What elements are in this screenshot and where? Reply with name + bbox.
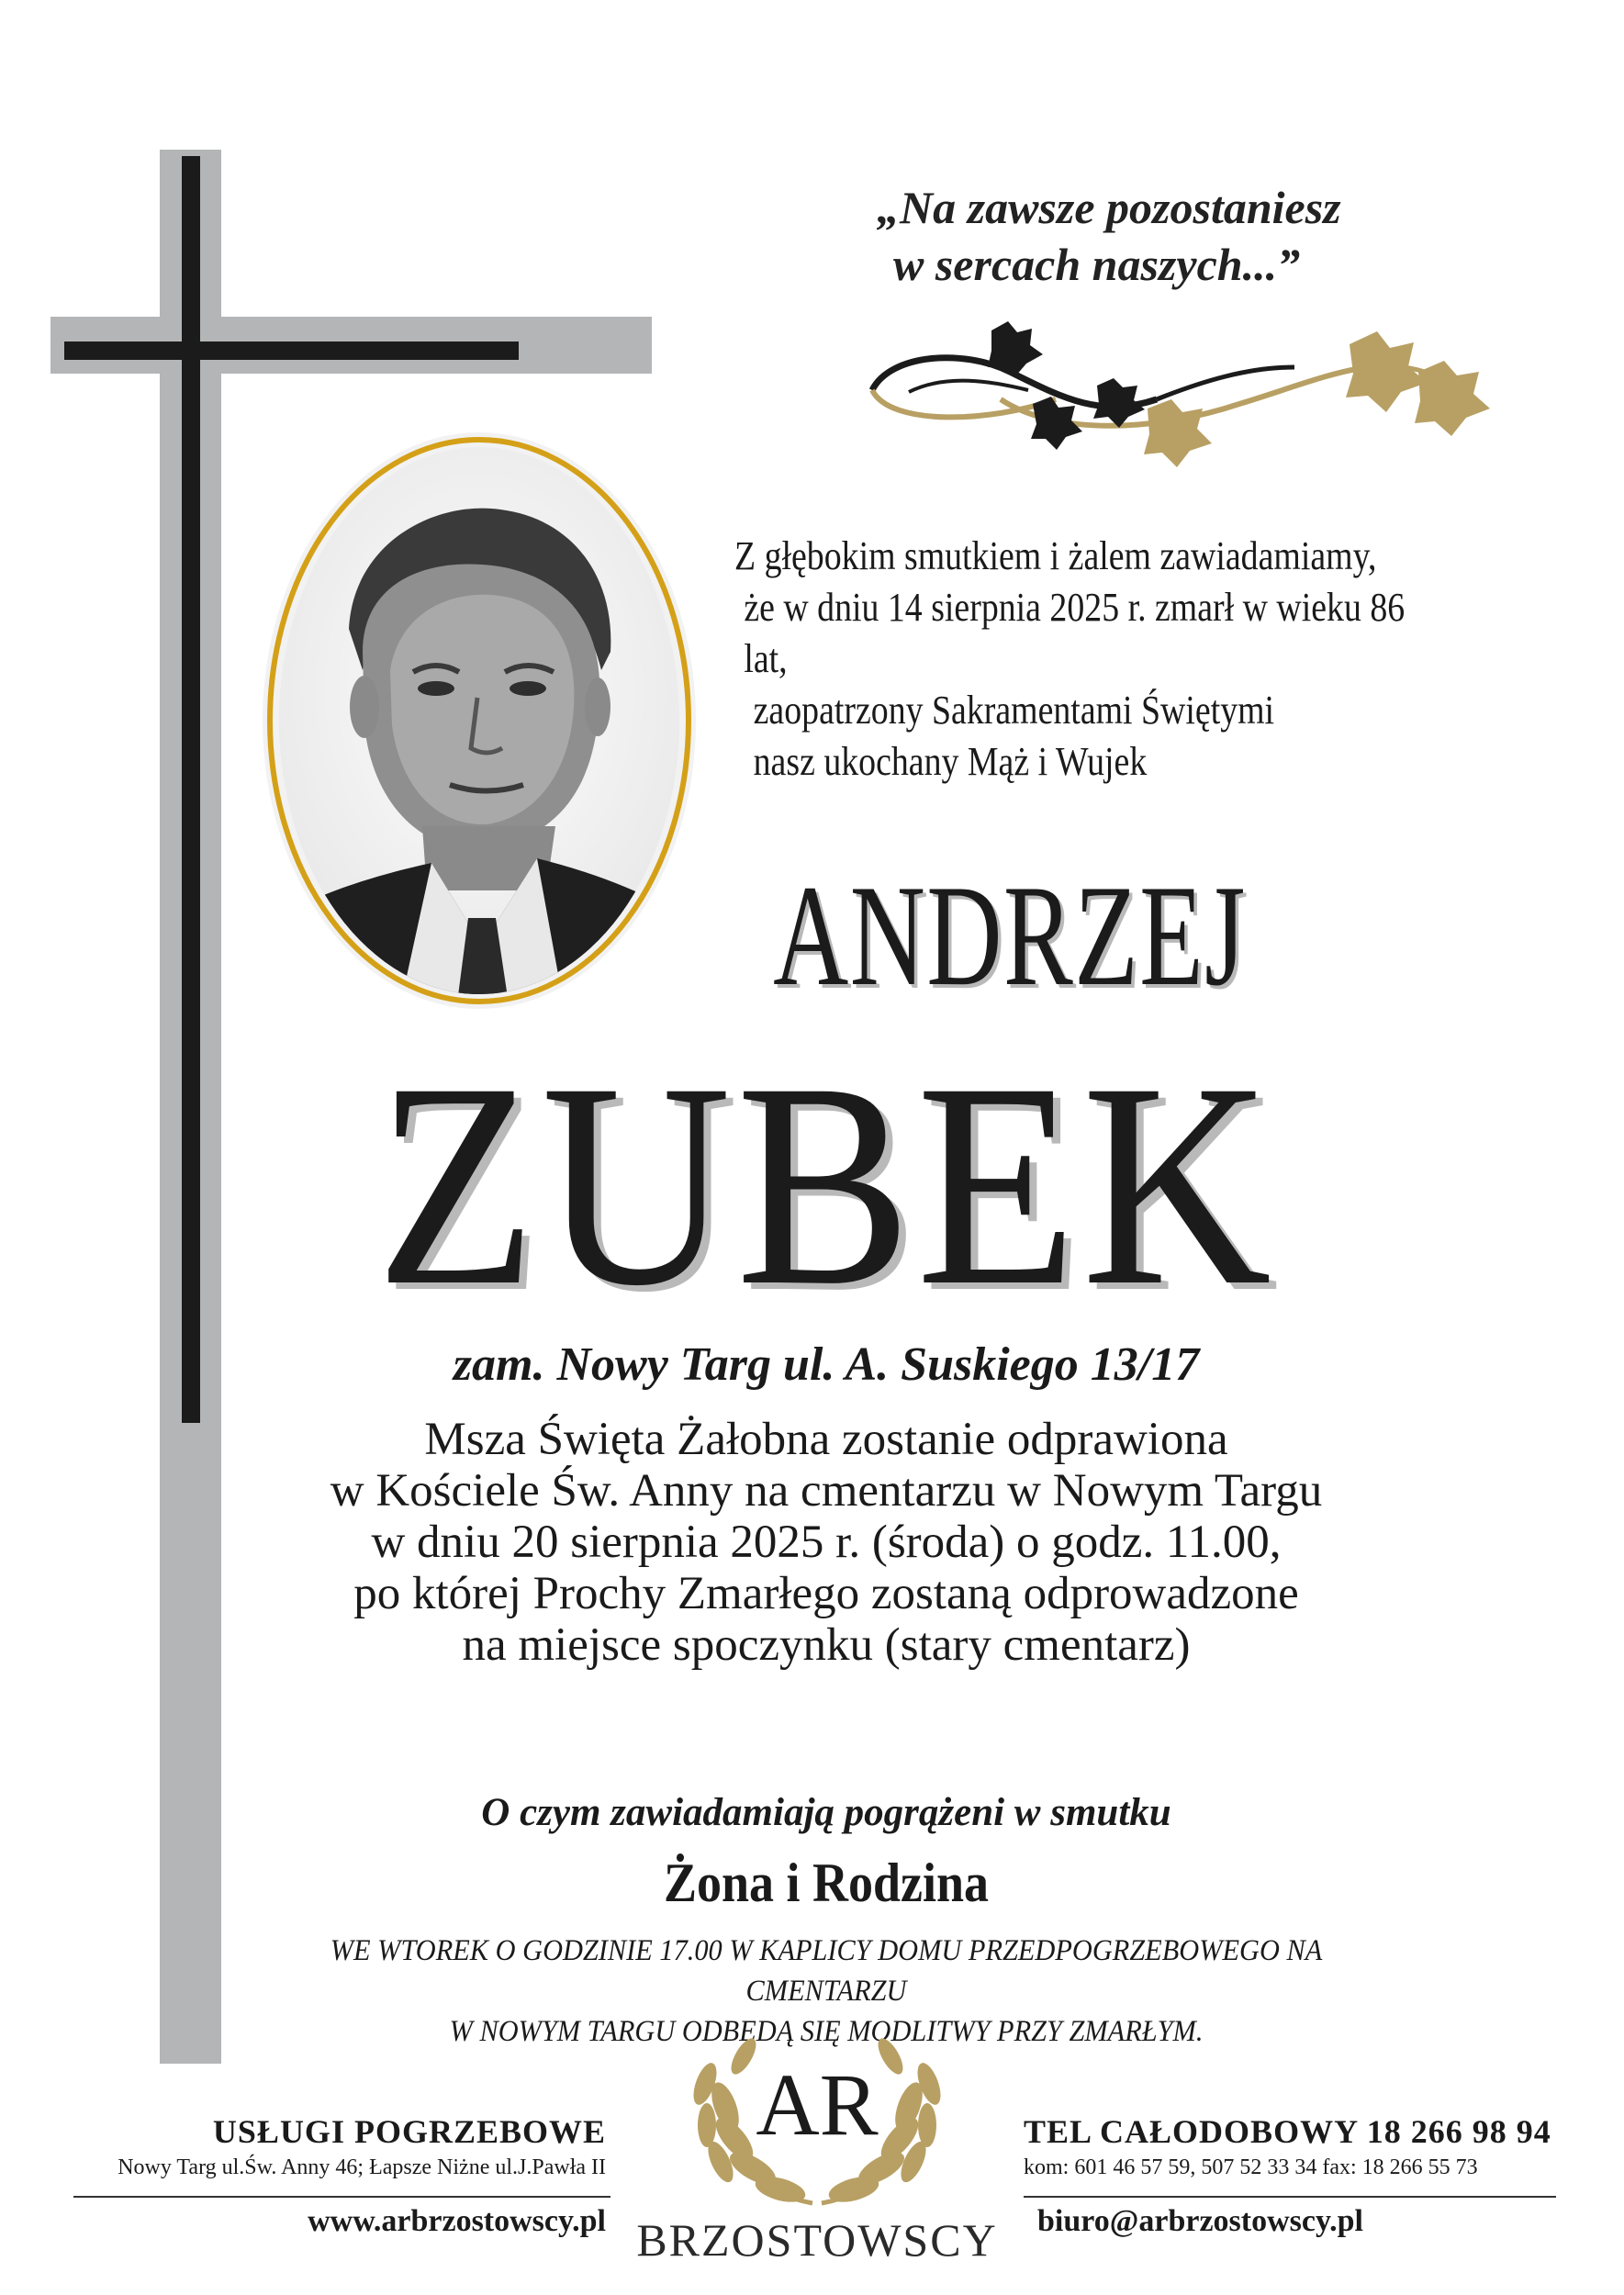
quote-line-2: w sercach naszych...”	[893, 239, 1301, 290]
deceased-first-name: ANDRZEJ	[773, 856, 1247, 1016]
notify-line: O czym zawiadamiają pogrążeni w smutku	[481, 1791, 1171, 1834]
prayer-line-2: W NOWYM TARGU ODBĘDĄ SIĘ MODLITWY PRZY ZMARŁYM.	[449, 2015, 1204, 2048]
memorial-quote	[877, 179, 1538, 293]
deceased-last-name: ZUBEK	[375, 1023, 1277, 1346]
logo-initials: AR	[756, 2055, 879, 2154]
telephone-title[interactable]: TEL CAŁODOBOWY 18 266 98 94	[1024, 2113, 1551, 2150]
quote-line-1: „Na zawsze pozostaniesz	[877, 182, 1341, 233]
mass-line-3: w dniu 20 sierpnia 2025 r. (środa) o godz. 11.00,	[371, 1517, 1282, 1568]
funeral-mass-info	[230, 1414, 1423, 1671]
intro-line-2: że w dniu 14 sierpnia 2025 r. zmarł w wieku 86 lat,	[744, 585, 1406, 681]
intro-line-3: zaopatrzony Sakramentami Świętymi	[753, 688, 1275, 733]
cross-bar	[64, 341, 519, 360]
telephone-others: kom: 601 46 57 59, 507 52 33 34 fax: 18 266 55 73	[1024, 2155, 1478, 2179]
footer-divider-right	[1024, 2196, 1556, 2198]
announcement-intro	[734, 531, 1445, 788]
mass-line-5: na miejsce spoczynku (stary cmentarz)	[462, 1619, 1191, 1671]
services-address: Nowy Targ ul.Św. Anny 46; Łapsze Niżne ul.J.Pawła II	[118, 2155, 606, 2179]
mass-line-4: po której Prochy Zmarłego zostaną odprowadzone	[353, 1568, 1299, 1619]
portrait-photo	[262, 431, 698, 1010]
mass-line-2: w Kościele Św. Anny na cmentarzu w Nowym Targu	[330, 1465, 1323, 1517]
website-link[interactable]: www.arbrzostowscy.pl	[308, 2204, 606, 2238]
leaf-ornament-icon	[854, 317, 1515, 482]
deceased-address: zam. Nowy Targ ul. A. Suskiego 13/17	[453, 1338, 1200, 1391]
services-title: USŁUGI POGRZEBOWE	[212, 2113, 606, 2150]
laurel-wreath-icon	[633, 2020, 1001, 2222]
intro-line-4: nasz ukochany Mąż i Wujek	[753, 739, 1148, 784]
footer-divider-left	[73, 2196, 610, 2198]
brand-name: BRZOSTOWSCY	[636, 2214, 998, 2266]
prayer-line-1: WE WTOREK O GODZINIE 17.00 W KAPLICY DOMU PRZEDPOGRZEBOWEGO NA CMENTARZU	[330, 1934, 1323, 2008]
intro-line-1: Z głębokim smutkiem i żalem zawiadamiamy,	[734, 533, 1377, 578]
email-link[interactable]: biuro@arbrzostowscy.pl	[1037, 2204, 1363, 2238]
mass-line-1: Msza Święta Żałobna zostanie odprawiona	[424, 1414, 1228, 1465]
family-signature: Żona i Rodzina	[663, 1853, 990, 1913]
